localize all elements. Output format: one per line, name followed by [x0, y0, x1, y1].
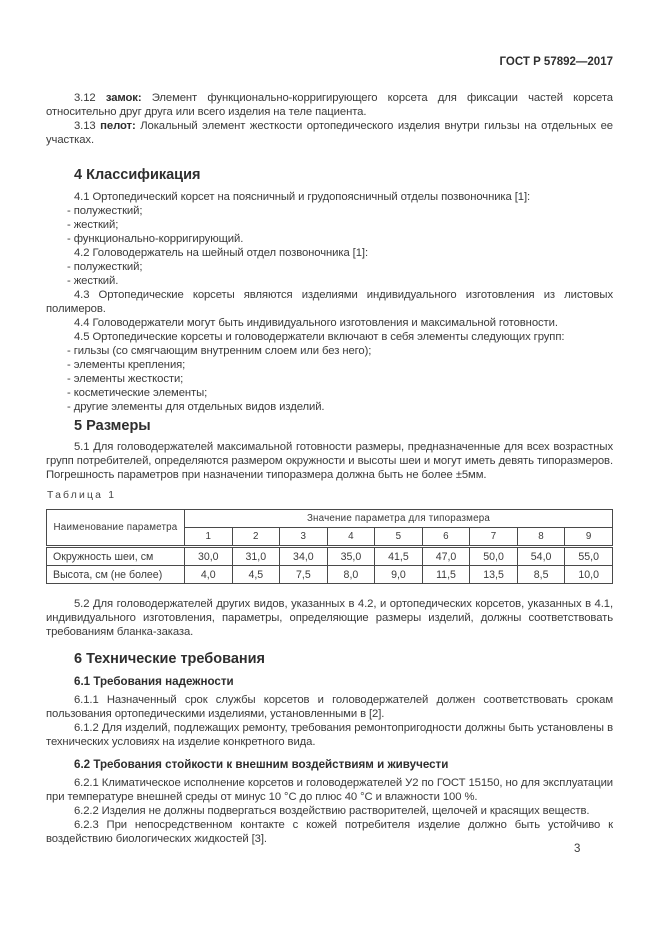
section-4-heading: 4 Классификация	[74, 167, 201, 183]
table-cell: 54,0	[517, 547, 565, 566]
table-row-name: Окружность шеи, см	[47, 547, 185, 566]
doc-code-header: ГОСТ Р 57892—2017	[499, 56, 613, 68]
term-word: замок:	[105, 92, 142, 104]
table-cell: 7,5	[280, 566, 328, 584]
clause-3-13	[46, 119, 613, 147]
subsection-6-1-heading: 6.1 Требования надежности	[74, 675, 234, 688]
clause-6-2-1: 6.2.1 Климатическое исполнение корсетов и головодержателей У2 по ГОСТ 15150, но для эксплуатации при температуре внешней среды от минус 10 °С до плюс 40 °С и влажности 100 %.	[46, 777, 613, 803]
clause-4-4: 4.4 Головодержатели могут быть индивидуального изготовления и максимальной готовности.	[74, 317, 558, 329]
clause-6-1-2: 6.1.2 Для изделий, подлежащих ремонту, требования ремонтопригодности должны быть установлены в технических условиях на изделие конкретного вида.	[46, 722, 613, 748]
table-size-number-header: 8	[517, 528, 565, 547]
table-cell: 8,5	[517, 566, 565, 584]
table-cell: 9,0	[375, 566, 423, 584]
list-item: - элементы крепления;	[67, 359, 186, 371]
table-span-header: Значение параметра для типоразмера	[185, 510, 613, 528]
table-1-label: Таблица 1	[47, 490, 117, 501]
term-word: пелот:	[100, 120, 136, 132]
page-number: 3	[574, 843, 581, 855]
table-cell: 8,0	[327, 566, 375, 584]
term-definition: Локальный элемент жесткости ортопедического изделия внутри гильзы на отдельных ее участках.	[46, 120, 613, 146]
table-cell: 35,0	[327, 547, 375, 566]
table-cell: 50,0	[470, 547, 518, 566]
list-item: - гильзы (со смягчающим внутренним слоем или без него);	[67, 345, 372, 357]
clause-5-1: 5.1 Для головодержателей максимальной готовности размеры, предназначенные для всех возрастных групп потребителей, определяются размером окружности и высоты шеи и могут иметь девять типоразмеров. Погрешность параметров при назначении типоразмера должна быть не более ±5мм.	[46, 441, 613, 481]
clause-4-1: 4.1 Ортопедический корсет на поясничный и грудопоясничный отделы позвоночника [1]:	[74, 191, 531, 203]
table-row	[47, 566, 613, 584]
table-size-number-header: 2	[232, 528, 280, 547]
list-item: - жесткий;	[67, 219, 119, 231]
table-cell: 31,0	[232, 547, 280, 566]
table-cell: 55,0	[565, 547, 613, 566]
list-item: - жесткий.	[67, 275, 119, 287]
table-size-number-header: 7	[470, 528, 518, 547]
list-item: - косметические элементы;	[67, 387, 208, 399]
list-item: - функционально-корригирующий.	[67, 233, 244, 245]
section-5-heading: 5 Размеры	[74, 418, 151, 434]
list-item: - другие элементы для отдельных видов изделий.	[67, 401, 325, 413]
table-size-number-header: 1	[185, 528, 233, 547]
subsection-6-2-heading: 6.2 Требования стойкости к внешним воздействиям и живучести	[74, 758, 449, 771]
clause-6-2-3: 6.2.3 При непосредственном контакте с кожей потребителя изделие должно быть устойчиво к воздействию биологических жидкостей [3].	[46, 819, 613, 845]
clause-number: 3.12	[74, 92, 96, 104]
table-row	[47, 547, 613, 566]
clause-4-2: 4.2 Головодержатель на шейный отдел позвоночника [1]:	[74, 247, 368, 259]
clause-number: 3.13	[74, 120, 96, 132]
table-size-number-header: 3	[280, 528, 328, 547]
table-cell: 10,0	[565, 566, 613, 584]
table-size-number-header: 9	[565, 528, 613, 547]
clause-5-2: 5.2 Для головодержателей других видов, указанных в 4.2, и ортопедических корсетов, указанных в 4.1, индивидуального изготовления, параметры, определяющие размеры изделий, должны соответствовать требованиям бланка-заказа.	[46, 598, 613, 638]
table-cell: 4,0	[185, 566, 233, 584]
clause-3-12	[46, 91, 613, 119]
table-cell: 34,0	[280, 547, 328, 566]
list-item: - полужесткий;	[67, 205, 143, 217]
table-cell: 30,0	[185, 547, 233, 566]
table-cell: 47,0	[422, 547, 470, 566]
table-size-number-header: 6	[422, 528, 470, 547]
section-6-heading: 6 Технические требования	[74, 651, 266, 667]
clause-6-1-1: 6.1.1 Назначенный срок службы корсетов и головодержателей должен соответствовать срокам пользования ортопедическими изделиями, установленными в [2].	[46, 694, 613, 720]
table-cell: 11,5	[422, 566, 470, 584]
list-item: - элементы жесткости;	[67, 373, 184, 385]
table-param-name-header: Наименование параметра	[47, 510, 185, 547]
clause-6-2-2: 6.2.2 Изделия не должны подвергаться воздействию растворителей, щелочей и красящих веществ.	[74, 805, 590, 817]
table-size-number-header: 5	[375, 528, 423, 547]
term-definition: Элемент функционально-корригирующего корсета для фиксации частей корсета относительно друг друга или всего изделия на теле пациента.	[46, 92, 613, 118]
table-size-number-header: 4	[327, 528, 375, 547]
table-row-name: Высота, см (не более)	[47, 566, 185, 584]
table-cell: 4,5	[232, 566, 280, 584]
clause-4-5: 4.5 Ортопедические корсеты и головодержатели включают в себя элементы следующих групп:	[74, 331, 565, 343]
clause-4-3: 4.3 Ортопедические корсеты являются изделиями индивидуального изготовления из листовых полимеров.	[46, 289, 613, 315]
table-cell: 13,5	[470, 566, 518, 584]
table-1	[46, 509, 613, 584]
table-cell: 41,5	[375, 547, 423, 566]
list-item: - полужесткий;	[67, 261, 143, 273]
